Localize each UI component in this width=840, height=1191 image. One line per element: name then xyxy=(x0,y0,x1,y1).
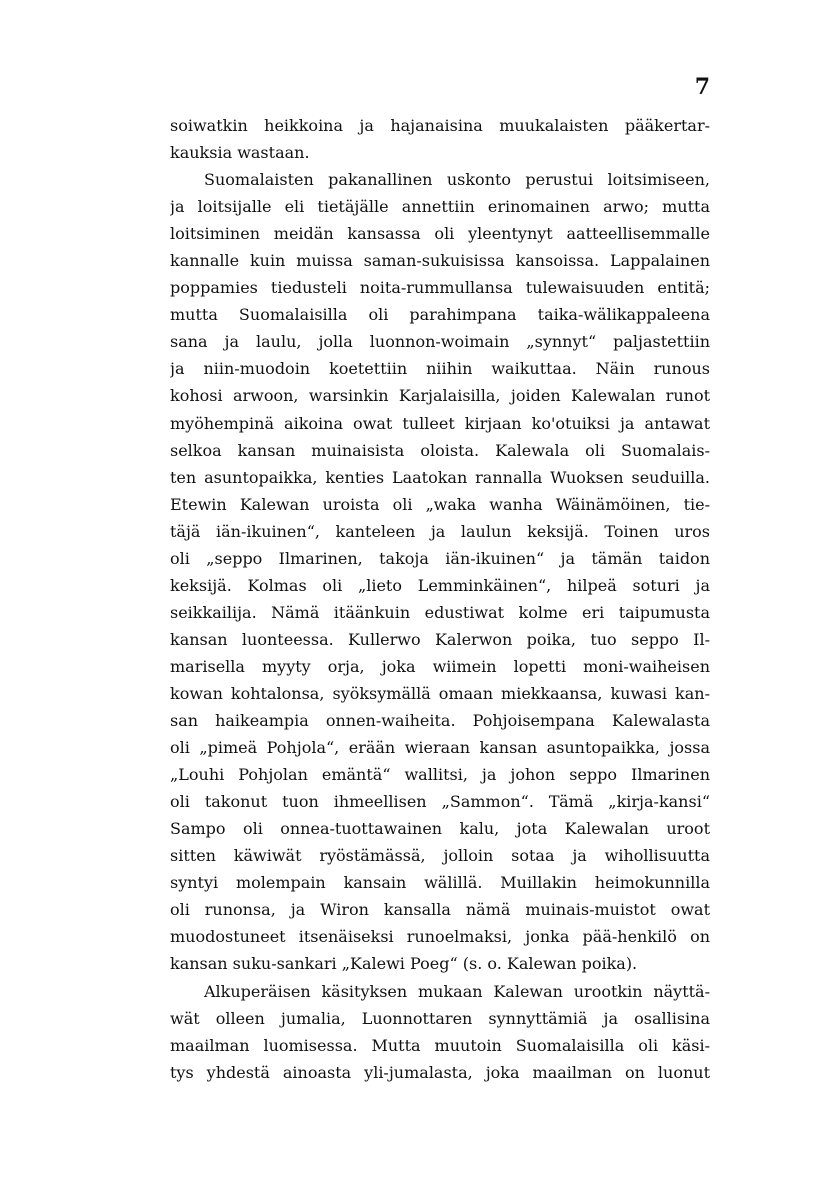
text-line: ten asuntopaikka, kenties Laatokan rannalla Wuoksen seuduilla. xyxy=(170,467,710,487)
text-line: syntyi molempain kansain wälillä. Muillakin heimokunnilla xyxy=(170,873,710,893)
text-line: Sampo oli onnea-tuottawainen kalu, jota Kalewalan uroot xyxy=(170,819,710,839)
paragraph-start-line: Alkuperäisen käsityksen mukaan Kalewan urootkin näyttä- xyxy=(204,981,710,1001)
text-line: selkoa kansan muinaisista oloista. Kalewala oli Suomalais- xyxy=(170,440,710,460)
text-line: oli runonsa, ja Wiron kansalla nämä muinais-muistot owat xyxy=(170,900,710,920)
text-line: sitten käwiwät ryöstämässä, jolloin sotaa ja wihollisuutta xyxy=(170,846,710,866)
paragraph-start-line: Suomalaisten pakanallinen uskonto perustui loitsimiseen, xyxy=(204,170,710,190)
text-line: myöhempinä aikoina owat tulleet kirjaan ko'otuiksi ja antawat xyxy=(170,413,710,433)
text-line: täjä iän-ikuinen“, kanteleen ja laulun keksijä. Toinen uros xyxy=(170,521,710,541)
text-line: oli „pimeä Pohjola“, erään wieraan kansan asuntopaikka, jossa xyxy=(170,738,710,758)
text-line: kansan suku-sankari „Kalewi Poeg“ (s. o. Kalewan poika). xyxy=(170,954,638,974)
text-line: oli „seppo Ilmarinen, takoja iän-ikuinen“ ja tämän taidon xyxy=(170,548,710,568)
text-line: ja loitsijalle eli tietäjälle annettiin erinomainen arwo; mutta xyxy=(170,197,710,217)
text-line: san haikeampia onnen-waiheita. Pohjoisempana Kalewalasta xyxy=(170,711,710,731)
text-line: „Louhi Pohjolan emäntä“ wallitsi, ja johon seppo Ilmarinen xyxy=(170,765,710,785)
text-line: keksijä. Kolmas oli „lieto Lemminkäinen“, hilpeä soturi ja xyxy=(170,575,710,595)
text-line: maailman luomisessa. Mutta muutoin Suomalaisilla oli käsi- xyxy=(170,1035,710,1055)
text-line: kowan kohtalonsa, syöksymällä omaan miekkaansa, kuwasi kan- xyxy=(170,683,710,703)
text-line: tys yhdestä ainoasta yli-jumalasta, joka maailman on luonut xyxy=(170,1062,710,1082)
text-line: marisella myyty orja, joka wiimein lopetti moni-waiheisen xyxy=(170,656,710,676)
text-line: oli takonut tuon ihmeellisen „Sammon“. Tämä „kirja-kansi“ xyxy=(170,792,710,812)
text-line: muodostuneet itsenäiseksi runoelmaksi, jonka pää-henkilö on xyxy=(170,927,710,947)
text-line: kauksia wastaan. xyxy=(170,143,310,163)
text-line: poppamies tiedusteli noita-rummullansa tulewaisuuden entitä; xyxy=(170,278,710,298)
body-text xyxy=(170,112,710,1086)
text-line: kansan luonteessa. Kullerwo Kalerwon poika, tuo seppo Il- xyxy=(170,629,710,649)
text-line: mutta Suomalaisilla oli parahimpana taika-wälikappaleena xyxy=(170,305,710,325)
text-line: sana ja laulu, jolla luonnon-woimain „synnyt“ paljastettiin xyxy=(170,332,710,352)
text-line: wät olleen jumalia, Luonnottaren synnyttämiä ja osallisina xyxy=(170,1008,710,1028)
text-line: seikkailija. Nämä itäänkuin edustiwat kolme eri taipumusta xyxy=(170,602,710,622)
text-line: loitsiminen meidän kansassa oli yleentynyt aatteellisemmalle xyxy=(170,224,710,244)
text-line: kannalle kuin muissa saman-sukuisissa kansoissa. Lappalainen xyxy=(170,251,710,271)
text-line: kohosi arwoon, warsinkin Karjalaisilla, joiden Kalewalan runot xyxy=(170,386,710,406)
text-line: ja niin-muodoin koetettiin niihin waikuttaa. Näin runous xyxy=(170,359,710,379)
text-line: Etewin Kalewan uroista oli „waka wanha Wäinämöinen, tie- xyxy=(170,494,710,514)
page-number: 7 xyxy=(694,74,710,100)
text-line: soiwatkin heikkoina ja hajanaisina muukalaisten pääkertar- xyxy=(170,116,710,135)
